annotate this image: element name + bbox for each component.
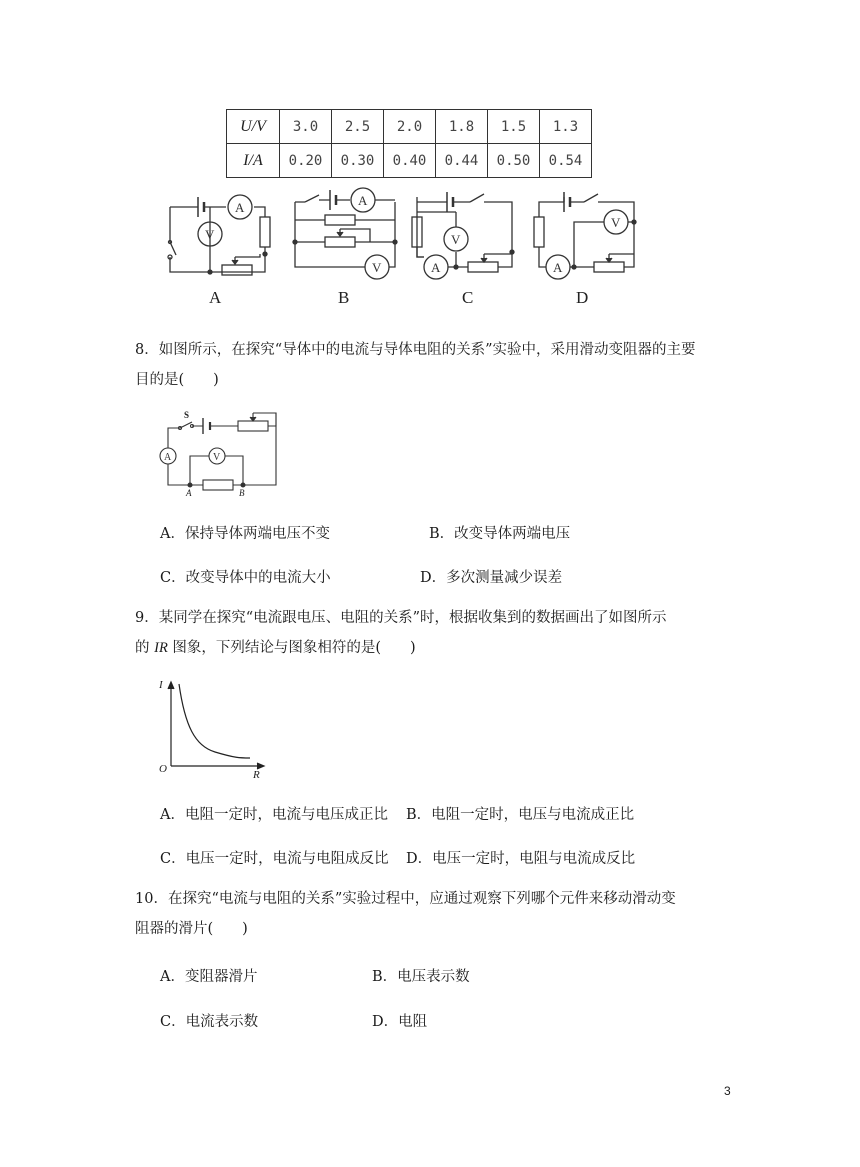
table-cell: 1.5 bbox=[488, 110, 540, 144]
q8-option-b: B．改变导体两端电压 bbox=[429, 526, 571, 542]
switch-label: S bbox=[184, 410, 190, 420]
q9-option-b: B．电阻一定时，电压与电流成正比 bbox=[406, 807, 635, 823]
circuit-a-diagram bbox=[168, 195, 270, 275]
x-axis-label: R bbox=[253, 769, 260, 781]
voltmeter-label: V bbox=[372, 260, 382, 275]
q8-option-d: D．多次测量减少误差 bbox=[420, 570, 563, 586]
table-cell: 1.3 bbox=[540, 110, 592, 144]
voltmeter-label: V bbox=[451, 232, 461, 247]
table-header-cell: U/V bbox=[227, 110, 280, 144]
circuit-caption-d: D bbox=[576, 288, 589, 307]
question-text-line: 的 IR 图象，下列结论与图象相符的是( ) bbox=[135, 640, 416, 656]
ammeter-label: A bbox=[235, 200, 245, 215]
point-a-label: A bbox=[186, 488, 192, 498]
ir-graph bbox=[155, 676, 270, 781]
ammeter-label: A bbox=[553, 260, 563, 275]
table-cell: 1.8 bbox=[436, 110, 488, 144]
page-number: 3 bbox=[724, 1084, 731, 1098]
q10-option-b: B．电压表示数 bbox=[372, 969, 470, 985]
voltmeter-label: V bbox=[205, 227, 215, 242]
q10-option-c: C．电流表示数 bbox=[160, 1014, 259, 1030]
y-axis-label: I bbox=[159, 679, 163, 691]
question-8 bbox=[135, 335, 745, 395]
question-text-line: 8．如图所示，在探究“导体中的电流与导体电阻的关系”实验中，采用滑动变阻器的主要 bbox=[135, 342, 696, 358]
voltmeter-label: V bbox=[213, 452, 221, 463]
circuit-b-diagram bbox=[293, 188, 397, 279]
table-row bbox=[227, 144, 592, 178]
question-text-line: 10．在探究“电流与电阻的关系”实验过程中，应通过观察下列哪个元件来移动滑动变 bbox=[135, 891, 676, 907]
q10-option-d: D．电阻 bbox=[372, 1014, 428, 1030]
ammeter-label: A bbox=[358, 193, 368, 208]
table-cell: 3.0 bbox=[280, 110, 332, 144]
table-cell: 2.5 bbox=[332, 110, 384, 144]
circuit-options-figure bbox=[160, 182, 660, 282]
q10-option-a: A．变阻器滑片 bbox=[160, 969, 258, 985]
table-cell: 0.20 bbox=[280, 144, 332, 178]
circuit-caption-c: C bbox=[462, 288, 474, 307]
question-9 bbox=[135, 603, 745, 663]
question-text-line: 9．某同学在探究“电流跟电压、电阻的关系”时，根据收集到的数据画出了如图所示 bbox=[135, 610, 667, 626]
circuit-c-diagram bbox=[412, 192, 514, 279]
question-10 bbox=[135, 884, 745, 944]
question-text-line: 阻器的滑片( ) bbox=[135, 921, 248, 937]
table-row bbox=[227, 110, 592, 144]
ammeter-label: A bbox=[431, 260, 441, 275]
table-header-cell: I/A bbox=[227, 144, 280, 178]
table-cell: 0.30 bbox=[332, 144, 384, 178]
table-cell: 0.54 bbox=[540, 144, 592, 178]
q8-option-c: C．改变导体中的电流大小 bbox=[160, 570, 331, 586]
circuit-d-diagram bbox=[534, 192, 636, 279]
q8-circuit-figure bbox=[158, 408, 283, 498]
table-cell: 2.0 bbox=[384, 110, 436, 144]
table-cell: 0.44 bbox=[436, 144, 488, 178]
voltmeter-label: V bbox=[611, 215, 621, 230]
circuit-caption-b: B bbox=[338, 288, 350, 307]
ammeter-label: A bbox=[164, 452, 172, 463]
voltage-current-table bbox=[226, 109, 592, 178]
circuit-caption-a: A bbox=[209, 288, 222, 307]
table-cell: 0.50 bbox=[488, 144, 540, 178]
ir-symbol: IR bbox=[154, 640, 168, 656]
table-cell: 0.40 bbox=[384, 144, 436, 178]
origin-label: O bbox=[159, 763, 167, 775]
q9-option-c: C．电压一定时，电流与电阻成反比 bbox=[160, 851, 389, 867]
q9-option-d: D．电压一定时，电阻与电流成反比 bbox=[406, 851, 636, 867]
point-b-label: B bbox=[239, 488, 245, 498]
q9-option-a: A．电阻一定时，电流与电压成正比 bbox=[160, 807, 388, 823]
question-text-line: 目的是( ) bbox=[135, 372, 219, 388]
q8-option-a: A．保持导体两端电压不变 bbox=[160, 526, 330, 542]
